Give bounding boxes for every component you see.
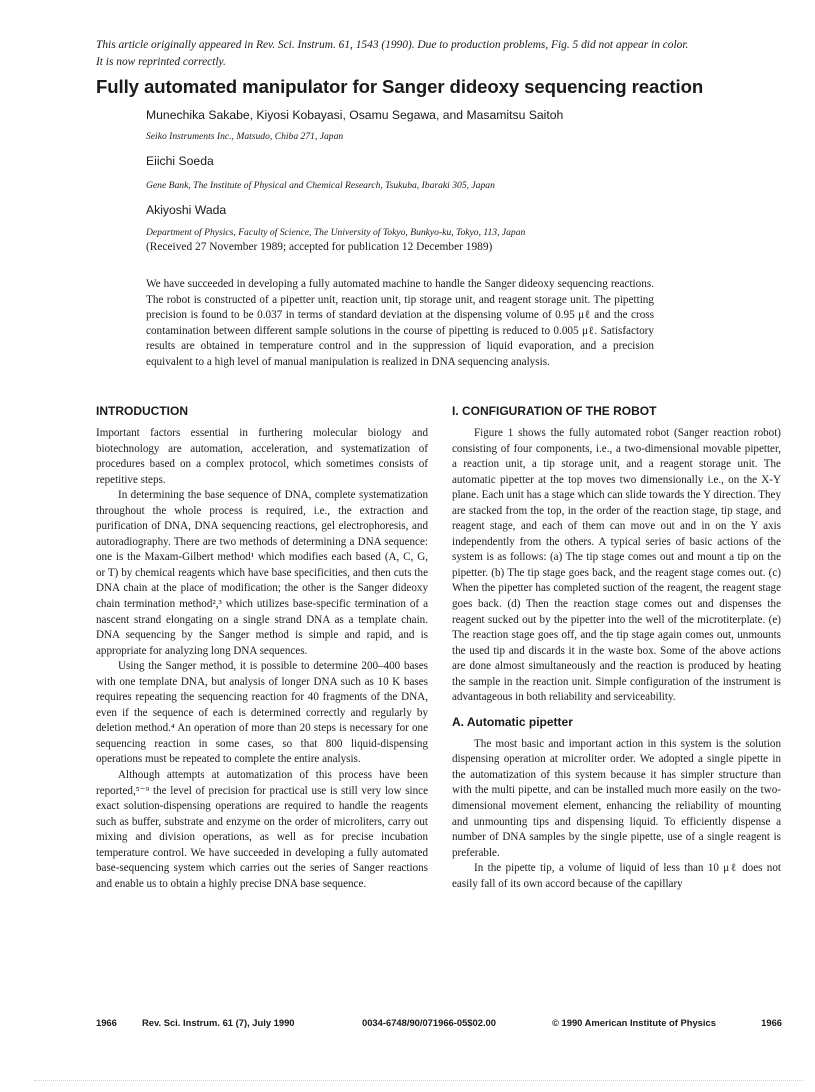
right-column <box>452 404 781 892</box>
abstract: We have succeeded in developing a fully automated machine to handle the Sanger dideoxy sequencing reactions. The robot is constructed of a pipetter unit, reaction unit, tip storage unit, and reagent storage unit. The pipetting precision is found to be 0.037 in terms of standard deviation at the dispensing volume of 0.95 μℓ and the cross contamination between different sample solutions in the course of pipetting is reduced to 0.005 μℓ. Satisfactory results are obtained in temperature control and in the suppression of liquid evaporation, and a precision equivalent to a high level of manual manipulation is realized in DNA sequencing analysis. <box>146 278 654 368</box>
reprint-notice-line-1: This article originally appeared in Rev. Sci. Instrum. 61, 1543 (1990). Due to production problems, Fig. 5 did not appear in color. <box>96 39 689 51</box>
footer-copyright: © 1990 American Institute of Physics <box>552 1017 716 1028</box>
intro-paragraph-2: In determining the base sequence of DNA, complete systematization throughout the whole process is required, i.e., the extraction and purification of DNA, DNA sequencing reactions, gel electrophoresis, and autoradiography. There are two methods of determining a DNA sequence: one is the Maxam-Gilbert method¹ which modifies each based (A, C, G, or T) by chemical reagents which have base specificities, and then cuts the DNA chain at the place of modification; the other is the Sanger dideoxy chain termination method²,³ which utilizes base-specific termination of a nascent strand elongating on a single strand DNA as a template chain. DNA sequencing by the Sanger method is simple and rapid, and is appropriate for analyzing long DNA sequences. <box>96 489 428 657</box>
received-dates: (Received 27 November 1989; accepted for publication 12 December 1989) <box>146 241 493 253</box>
scan-edge-divider <box>34 1080 804 1081</box>
affiliation-2: Gene Bank, The Institute of Physical and Chemical Research, Tsukuba, Ibaraki 305, Japan <box>146 180 495 191</box>
footer-page-number-left: 1966 <box>96 1017 117 1028</box>
authors-group-1: Munechika Sakabe, Kiyosi Kobayasi, Osamu Segawa, and Masamitsu Saitoh <box>146 108 564 122</box>
pipetter-paragraph-1: The most basic and important action in this system is the solution dispensing operation at microliter order. We adopted a single pipette in the automatization of this system because it has simpler structure than with the multi pipette, and can be installed much more easily on the two-dimensional movement element, enhancing the reliability of mounting and unmounting tips and dispensing liquid. To efficiently dispense a number of DNA samples by the single pipette, use of a single reagent is preferable. <box>452 737 781 859</box>
article-title: Fully automated manipulator for Sanger dideoxy sequencing reaction <box>96 76 704 97</box>
intro-paragraph-1: Important factors essential in furthering molecular biology and biotechnology are automation, acceleration, and systematization of procedures based on a complex protocol, which sometimes consists of repetitive steps. <box>96 427 428 486</box>
configuration-paragraph-1: Figure 1 shows the fully automated robot (Sanger reaction robot) consisting of four components, i.e., a two-dimensional movable pipetter, a reaction unit, a tip storage unit, and a reagent storage unit. The automatic pipetter at the top moves two dimensionally i.e., on the X-Y plane. Each unit has a stage which can slide towards the Y direction. They are stacked from the top, in the order of the reaction stage, tip stage, and reagent stage, and each of them can move out and in on the Y axis independently from the others. A typical series of basic actions of the system is as follows: (a) The tip stage comes out and mount a tip on the pipetter. (b) The tip stage goes back, and the reagent stage comes out. (c) When the pipetter has completed suction of the reagent, the reagent stage goes back. (d) Then the reaction stage comes out and dispenses the reagent sucked out by the pipetter into the well of the microtiterplate. (e) The reaction stage goes off, and the tip stage again comes out, unmounts the used tip and discards it in the waste box. Some of the above actions are done almost simultaneously and the reaction is produced by heating the sample in the reaction unit. Simple configuration of the instrument is advantageous in both reliability and serviceability. <box>452 427 781 704</box>
authors-group-2: Eiichi Soeda <box>146 154 214 168</box>
reprint-notice <box>96 37 786 71</box>
intro-paragraph-3: Using the Sanger method, it is possible to determine 200–400 bases with one template DNA, but analysis of longer DNA such as 10 K bases requires repeating the sequencing reaction for 40 fragments of the DNA, even if the sequence of each is determined correctly and regularly by deletion method.⁴ An operation of more than 20 steps is necessary for one sequencing reaction in some cases, so that 800 liquid-dispensing operations must be repeated to complete the entire analysis. <box>96 660 428 766</box>
footer-journal-citation: Rev. Sci. Instrum. 61 (7), July 1990 <box>142 1017 295 1028</box>
authors-group-3: Akiyoshi Wada <box>146 203 227 217</box>
introduction-heading: INTRODUCTION <box>96 404 188 418</box>
affiliation-3: Department of Physics, Faculty of Science, The University of Tokyo, Bunkyo-ku, Tokyo, 113, Japan <box>146 227 526 238</box>
configuration-heading: I. CONFIGURATION OF THE ROBOT <box>452 404 657 418</box>
page-footer <box>96 1017 782 1031</box>
left-column <box>96 404 428 892</box>
footer-article-code: 0034-6748/90/071966-05$02.00 <box>362 1017 496 1028</box>
affiliation-1: Seiko Instruments Inc., Matsudo, Chiba 271, Japan <box>146 131 344 142</box>
automatic-pipetter-heading: A. Automatic pipetter <box>452 714 573 729</box>
footer-page-number-right: 1966 <box>761 1017 782 1028</box>
intro-paragraph-4: Although attempts at automatization of this process have been reported,⁵⁻⁹ the level of precision for practical use is still very low since exact solution-dispensing operations are required to handle the reagents such as buffer, substrate and enzyme on the order of microliters, carry out mixing and division operations, as well as for precise incubation temperature control. We have succeeded in developing a fully automated base-sequencing system which carries out the series of Sanger reactions and enable us to obtain a highly precise DNA base sequence. <box>96 769 428 890</box>
pipetter-paragraph-2: In the pipette tip, a volume of liquid of less than 10 μℓ does not easily fall of its own accord because of the capillary <box>452 862 781 890</box>
reprint-notice-line-2: It is now reprinted correctly. <box>96 56 226 68</box>
